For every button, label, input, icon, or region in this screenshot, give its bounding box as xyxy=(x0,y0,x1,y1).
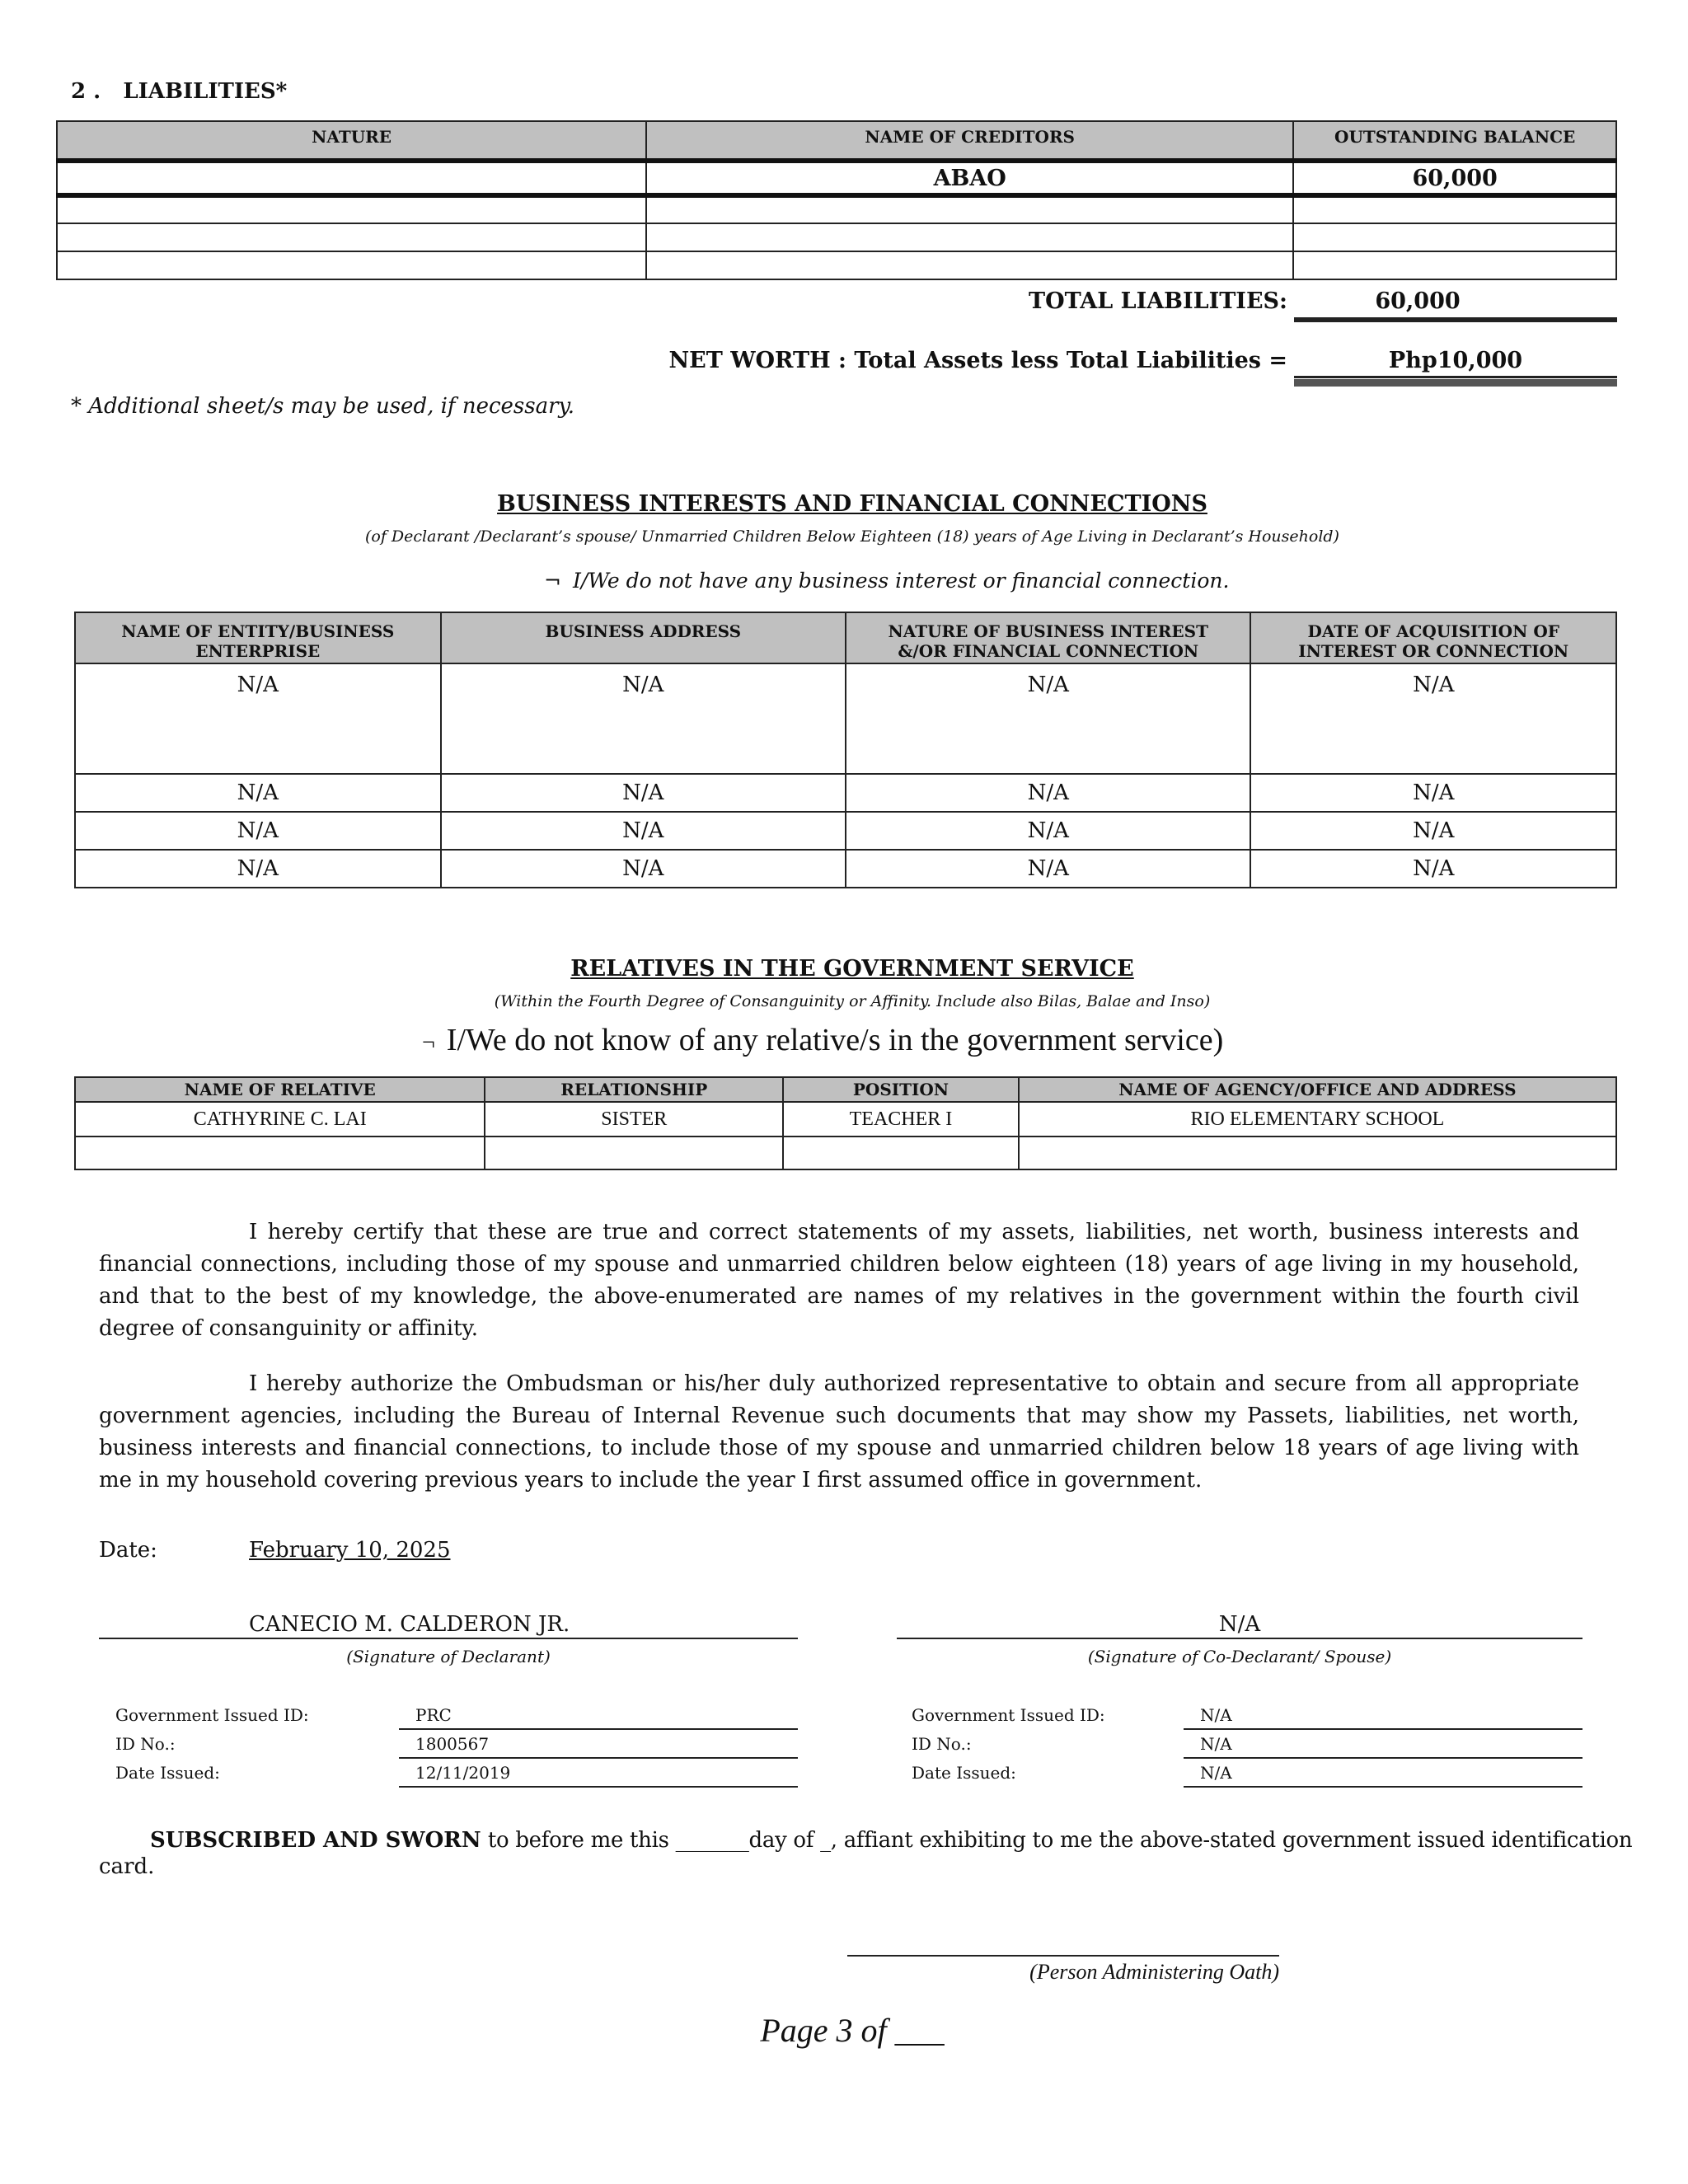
checkbox-mark-icon[interactable]: ¬ xyxy=(544,569,561,593)
col-relative-name: NAME OF RELATIVE xyxy=(75,1077,485,1102)
relatives-table xyxy=(74,1076,1617,1170)
table-row xyxy=(75,1102,1616,1137)
gov-id-value: N/A xyxy=(1184,1701,1582,1730)
cell: ABAO xyxy=(646,161,1293,195)
cell: N/A xyxy=(1250,774,1616,812)
date-issued-value: N/A xyxy=(1184,1759,1582,1788)
date-issued-label: Date Issued: xyxy=(912,1763,1016,1783)
table-row xyxy=(57,223,1616,251)
col-balance: OUTSTANDING BALANCE xyxy=(1293,121,1616,161)
cell: RIO ELEMENTARY SCHOOL xyxy=(1019,1102,1616,1137)
business-table xyxy=(74,612,1617,888)
date-issued-label: Date Issued: xyxy=(115,1763,220,1783)
cell: N/A xyxy=(846,850,1250,888)
cell xyxy=(1019,1137,1616,1169)
cell: N/A xyxy=(846,812,1250,850)
cell: N/A xyxy=(441,774,846,812)
net-worth-label: NET WORTH : Total Assets less Total Liabilities = xyxy=(668,348,1287,373)
relatives-title: RELATIVES IN THE GOVERNMENT SERVICE xyxy=(570,956,1134,982)
liabilities-table xyxy=(56,120,1617,280)
cell: TEACHER I xyxy=(783,1102,1019,1137)
id-no-value: N/A xyxy=(1184,1730,1582,1759)
cell xyxy=(75,1137,485,1169)
col-entity: NAME OF ENTITY/BUSINESS ENTERPRISE xyxy=(75,612,441,663)
gov-id-value: PRC xyxy=(399,1701,798,1730)
business-title: BUSINESS INTERESTS AND FINANCIAL CONNECTIONS xyxy=(497,491,1207,517)
oath-line-1 xyxy=(150,1828,1633,1853)
date-label: Date: xyxy=(99,1538,157,1563)
id-no-label: ID No.: xyxy=(115,1734,176,1754)
additional-sheet-note: * Additional sheet/s may be used, if necessary. xyxy=(71,394,575,419)
col-nature-interest: NATURE OF BUSINESS INTEREST &/OR FINANCIAL CONNECTION xyxy=(846,612,1250,663)
gov-id-label: Government Issued ID: xyxy=(115,1705,309,1725)
table-row xyxy=(75,850,1616,888)
cell xyxy=(57,195,646,223)
cell xyxy=(57,223,646,251)
cell: 60,000 xyxy=(1293,161,1616,195)
cell: N/A xyxy=(846,663,1250,774)
cell: CATHYRINE C. LAI xyxy=(75,1102,485,1137)
col-creditors: NAME OF CREDITORS xyxy=(646,121,1293,161)
declarant-caption: (Signature of Declarant) xyxy=(346,1647,551,1666)
cell: SISTER xyxy=(485,1102,783,1137)
codeclarant-caption: (Signature of Co-Declarant/ Spouse) xyxy=(1087,1647,1392,1666)
table-row xyxy=(57,195,1616,223)
table-row xyxy=(57,161,1616,195)
declarant-id-values xyxy=(399,1701,798,1788)
cell: N/A xyxy=(441,850,846,888)
total-liabilities-value: 60,000 xyxy=(1375,288,1461,314)
cell xyxy=(57,251,646,279)
cell: N/A xyxy=(75,663,441,774)
table-row xyxy=(75,663,1616,774)
col-relationship: RELATIONSHIP xyxy=(485,1077,783,1102)
cell: N/A xyxy=(75,850,441,888)
cell xyxy=(1293,223,1616,251)
declarant-id-labels xyxy=(115,1701,309,1788)
business-subtitle: (of Declarant /Declarant’s spouse/ Unmarried Children Below Eighteen (18) years of Age Living in Declarant’s Household) xyxy=(365,527,1339,546)
certification-paragraph-2: I hereby authorize the Ombudsman or his/her duly authorized representative to obtain and secure from all appropriate government agencies, including the Bureau of Internal Revenue such documents that may show my Passets, liabilities, net worth, business interests and financial connections, to include those of my spouse and unmarried children below 18 years of age living with me in my household covering previous years to include the year I first assumed office in government. xyxy=(99,1371,1579,1493)
cell xyxy=(57,161,646,195)
cell: N/A xyxy=(75,812,441,850)
cell xyxy=(1293,195,1616,223)
relatives-checkbox-row[interactable] xyxy=(422,1022,1223,1058)
gov-id-label: Government Issued ID: xyxy=(912,1705,1105,1725)
table-row xyxy=(75,1137,1616,1169)
codeclarant-name: N/A xyxy=(1218,1612,1261,1637)
col-nature: NATURE xyxy=(57,121,646,161)
certification-paragraph-1: I hereby certify that these are true and correct statements of my assets, liabilities, net worth, business interests and financial connections, including those of my spouse and unmarried children below eighteen (18) years of age living in my household, and that to the best of my knowledge, the above-enumerated are names of my relatives in the government within the fourth civil degree of consanguinity or affinity. xyxy=(99,1220,1579,1341)
id-no-value: 1800567 xyxy=(399,1730,798,1759)
codeclarant-id-values xyxy=(1184,1701,1582,1788)
cell: N/A xyxy=(75,774,441,812)
oath-line-2: card. xyxy=(99,1854,155,1879)
cell: N/A xyxy=(441,812,846,850)
codeclarant-signature-line xyxy=(897,1638,1582,1639)
page-number: Page 3 of ___ xyxy=(760,2012,945,2049)
cell xyxy=(646,251,1293,279)
total-liabilities-label: TOTAL LIABILITIES: xyxy=(1029,288,1287,314)
cell: N/A xyxy=(441,663,846,774)
cell xyxy=(646,195,1293,223)
date-value: February 10, 2025 xyxy=(249,1538,451,1563)
oath-bold-lead: SUBSCRIBED AND SWORN xyxy=(150,1828,481,1853)
business-checkbox-row[interactable] xyxy=(544,569,1229,593)
col-address: BUSINESS ADDRESS xyxy=(441,612,846,663)
oath-signature-line xyxy=(847,1955,1279,1957)
table-row xyxy=(75,774,1616,812)
cell xyxy=(646,223,1293,251)
table-row xyxy=(75,812,1616,850)
cell: N/A xyxy=(1250,850,1616,888)
cell: N/A xyxy=(1250,812,1616,850)
business-checkbox-label: I/We do not have any business interest or financial connection. xyxy=(572,569,1230,593)
col-agency: NAME OF AGENCY/OFFICE AND ADDRESS xyxy=(1019,1077,1616,1102)
relatives-checkbox-label: I/We do not know of any relative/s in the government service) xyxy=(446,1023,1224,1057)
relatives-subtitle: (Within the Fourth Degree of Consanguinity or Affinity. Include also Bilas, Balae and Inso) xyxy=(494,992,1211,1010)
declarant-name: CANECIO M. CALDERON JR. xyxy=(249,1612,570,1637)
date-issued-value: 12/11/2019 xyxy=(399,1759,798,1788)
table-row xyxy=(57,251,1616,279)
codeclarant-id-labels xyxy=(912,1701,1105,1788)
cell xyxy=(1293,251,1616,279)
checkbox-mark-icon[interactable]: ¬ xyxy=(422,1030,435,1056)
col-position: POSITION xyxy=(783,1077,1019,1102)
cell xyxy=(783,1137,1019,1169)
col-date-acquisition: DATE OF ACQUISITION OF INTEREST OR CONNECTION xyxy=(1250,612,1616,663)
declarant-signature-line xyxy=(99,1638,798,1639)
net-worth-underline-thick xyxy=(1294,379,1617,387)
cell xyxy=(485,1137,783,1169)
net-worth-underline xyxy=(1294,376,1617,378)
cell: N/A xyxy=(846,774,1250,812)
cell: N/A xyxy=(1250,663,1616,774)
liabilities-heading: 2 . LIABILITIES* xyxy=(71,79,288,104)
total-underline xyxy=(1294,317,1617,322)
id-no-label: ID No.: xyxy=(912,1734,972,1754)
oath-caption: (Person Administering Oath) xyxy=(1029,1960,1279,1984)
net-worth-value: Php10,000 xyxy=(1388,348,1523,373)
oath-text: to before me this _______day of _, affiant exhibiting to me the above-stated government issued identification xyxy=(487,1828,1633,1853)
